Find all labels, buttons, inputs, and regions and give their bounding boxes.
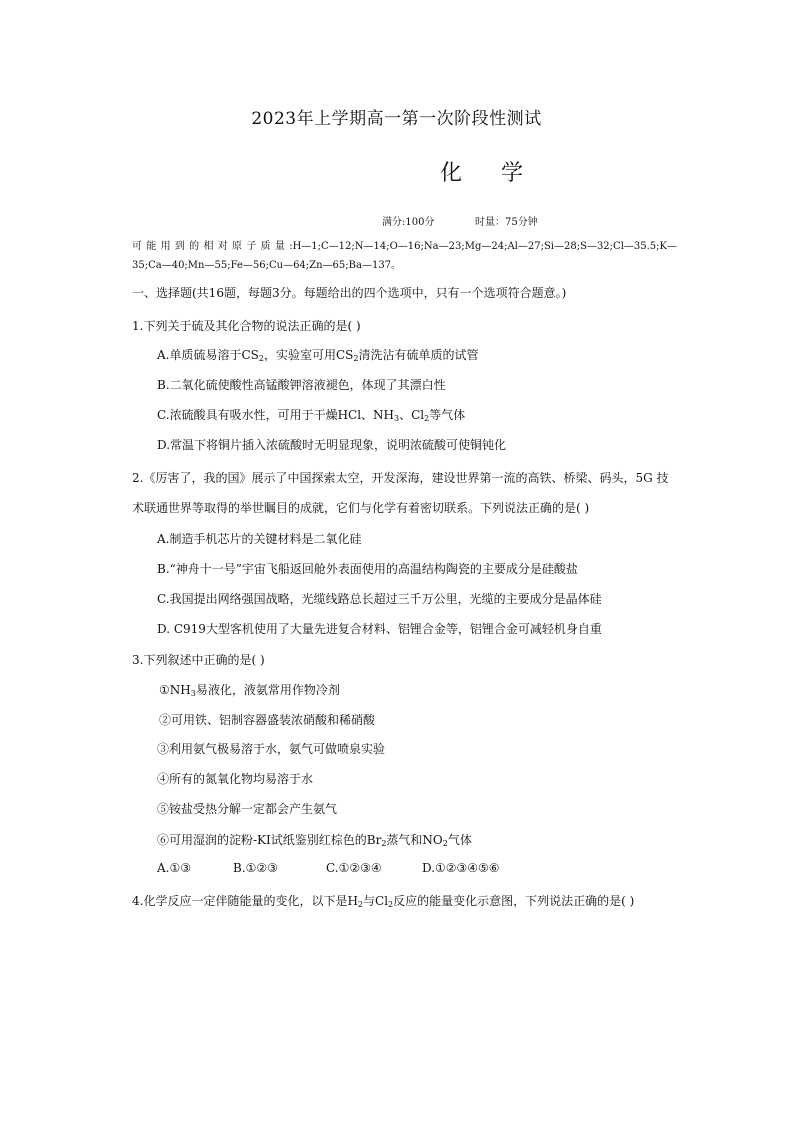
exam-title: 2023年上学期高一第一次阶段性测试 bbox=[251, 109, 542, 129]
q2-stem-line1: 2.《厉害了，我的国》展示了中国探索太空，开发深海，建设世界第一流的高铁、桥梁、码头，5G 技 bbox=[132, 471, 669, 485]
q3-option-b: B.①②③ bbox=[233, 861, 278, 875]
q3-statement-6: ⑥可用湿润的淀粉-KI试纸鉴别红棕色的$Br_2$蒸气和$NO_2$气体 bbox=[157, 833, 472, 848]
q3-stem: 3.下列叙述中正确的是( ) bbox=[132, 653, 265, 667]
q2-option-b: B.“神舟十一号”宇宙飞船返回舱外表面使用的高温结构陶瓷的主要成分是硅酸盐 bbox=[157, 562, 578, 576]
section-heading: 一、选择题(共16题，每题3分。每题给出的四个选项中，只有一个选项符合题意。) bbox=[132, 286, 567, 300]
q3-statement-4: ④所有的氮氧化物均易溶于水 bbox=[157, 772, 314, 786]
q3-statement-3: ③利用氨气极易溶于水，氨气可做喷泉实验 bbox=[157, 742, 386, 756]
q3-option-c: C.①②③④ bbox=[326, 861, 382, 875]
atomic-masses: 可 能 用 到 的 相 对 原 子 质 量 :H—1;C—12;N—14;O—16;Na—23;Mg—24;Al—27;Si—28;S—32;Cl—35.5;K—35;Ca—40;Mn—55;Fe—56;Cu—64;Zn—65;Ba—137。 bbox=[132, 241, 677, 271]
q1-option-d: D.常温下将铜片插入浓硫酸时无明显现象，说明浓硫酸可使铜钝化 bbox=[157, 438, 507, 452]
q3-option-d: D.①②③④⑤⑥ bbox=[422, 861, 500, 875]
q1-stem: 1.下列关于硫及其化合物的说法正确的是( ) bbox=[132, 319, 361, 333]
q3-option-a: A.①③ bbox=[157, 861, 191, 875]
q1-option-b: B.二氧化硫使酸性高锰酸钾溶液褪色，体现了其漂白性 bbox=[157, 378, 446, 392]
q2-stem-line2: 术联通世界等取得的举世瞩目的成就，它们与化学有着密切联系。下列说法正确的是( ) bbox=[132, 501, 590, 515]
q1-option-a: A.单质硫易溶于$CS_2$，实验室可用$CS_2$清洗沾有硫单质的试管 bbox=[157, 348, 479, 363]
q2-option-d: D. C919大型客机使用了大量先进复合材料、铝锂合金等，铝锂合金可减轻机身自重 bbox=[157, 622, 602, 636]
time-limit: 时量：75分钟 bbox=[475, 217, 538, 228]
q3-statement-1: $①NH_3$易液化，液氨常用作物冷剂 bbox=[159, 683, 340, 698]
q2-option-c: C.我国提出网络强国战略，光缆线路总长超过三千万公里，光缆的主要成分是晶体硅 bbox=[157, 592, 602, 606]
full-score: 满分:100分 bbox=[382, 217, 435, 228]
q1-option-c: C.浓硫酸具有吸水性，可用于干燥HCl、$NH_3$、$Cl_2$等气体 bbox=[157, 408, 466, 423]
subject-title: 化 学 bbox=[440, 161, 539, 186]
q4-stem: 4.化学反应一定伴随能量的变化，以下是$H_2$与$Cl_2$反应的能量变化示意图，下列说法正确的是( ) bbox=[132, 894, 635, 909]
q2-option-a: A.制造手机芯片的关键材料是二氧化硅 bbox=[157, 532, 362, 546]
q3-statement-2: ②可用铁、铝制容器盛装浓硝酸和稀硝酸 bbox=[159, 713, 376, 727]
q3-statement-5: ⑤铵盐受热分解一定都会产生氨气 bbox=[157, 802, 338, 816]
